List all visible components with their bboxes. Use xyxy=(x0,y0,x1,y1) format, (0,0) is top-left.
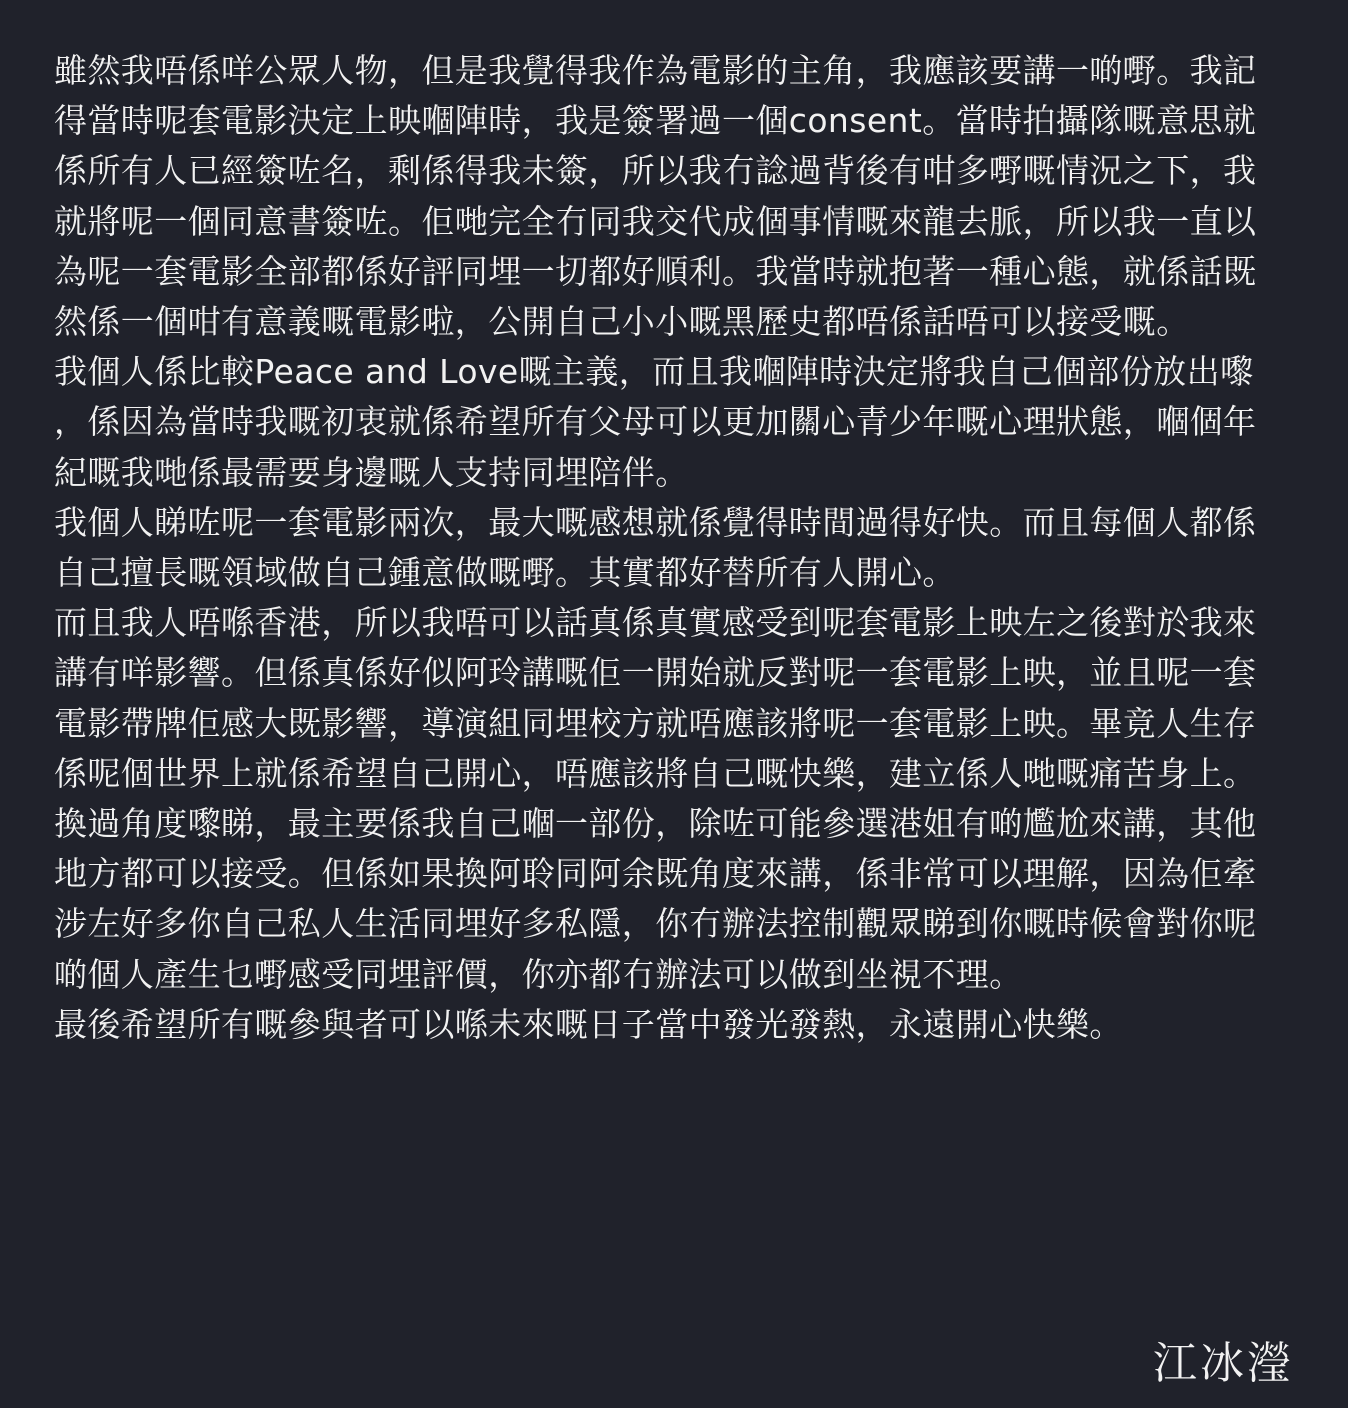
statement-paragraph: 換過角度嚟睇，最主要係我自己嗰一部份，除咗可能參選港姐有啲尷尬來講，其他地方都可以接受。但係如果換阿聆同阿余既角度來講，係非常可以理解，因為佢牽涉左好多你自己私人生活同埋好多私隱，你冇辦法控制觀眾睇到你嘅時候會對你呢啲個人產生乜嘢感受同埋評價，你亦都冇辦法可以做到坐視不理。 xyxy=(54,804,1257,994)
author-signature: 江冰瀅 xyxy=(1153,1338,1294,1389)
statement-paragraph: 最後希望所有嘅參與者可以喺未來嘅日子當中發光發熱，永遠開心快樂。 xyxy=(54,1004,1123,1044)
statement-paragraph: 而且我人唔喺香港，所以我唔可以話真係真實感受到呢套電影上映左之後對於我來講有咩影響。但係真係好似阿玲講嘅佢一開始就反對呢一套電影上映，並且呢一套電影帶牌佢感大既影響，導演組同埋校方就唔應該將呢一套電影上映。畢竟人生存係呢個世界上就係希望自己開心，唔應該將自己嘅快樂，建立係人哋嘅痛苦身上。 xyxy=(54,603,1257,793)
statement-paragraph: 我個人睇咗呢一套電影兩次，最大嘅感想就係覺得時間過得好快。而且每個人都係自己擅長嘅領域做自己鍾意做嘅嘢。其實都好替所有人開心。 xyxy=(54,502,1257,593)
statement-paragraph: 雖然我唔係咩公眾人物，但是我覺得我作為電影的主角，我應該要講一啲嘢。我記得當時呢套電影決定上映嗰陣時，我是簽署過一個consent。當時拍攝隊嘅意思就係所有人已經簽咗名，剩係得我未簽，所以我冇諗過背後有咁多嘢嘅情況之下，我就將呢一個同意書簽咗。佢哋完全冇同我交代成個事情嘅來龍去脈，所以我一直以為呢一套電影全部都係好評同埋一切都好順利。我當時就抱著一種心態，就係話既然係一個咁有意義嘅電影啦，公開自己小小嘅黑歷史都唔係話唔可以接受嘅。 xyxy=(54,51,1257,342)
statement-body xyxy=(54,46,1284,1050)
statement-paragraph: 我個人係比較Peace and Love嘅主義，而且我嗰陣時決定將我自己個部份放出嚟，係因為當時我嘅初衷就係希望所有父母可以更加關心青少年嘅心理狀態，嗰個年紀嘅我哋係最需要身邊嘅人支持同埋陪伴。 xyxy=(54,352,1257,492)
